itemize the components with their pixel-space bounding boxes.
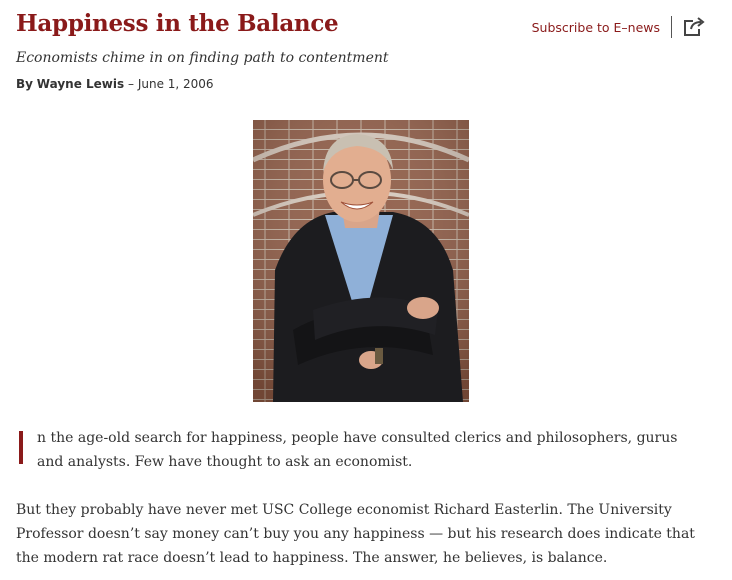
article-paragraph-2: But they probably have never met USC College economist Richard Easterlin. The University Professor doesn’t say money can’t buy you any happiness — but his research does indicate that the modern rat race doesn’t lead to happiness. The answer, he believes, is balance.	[16, 502, 695, 566]
byline-prefix: By	[16, 77, 33, 91]
share-button[interactable]	[683, 17, 705, 37]
header-divider	[671, 16, 672, 38]
article-paragraph-1: n the age-old search for happiness, people have consulted clerics and philosophers, gurus and analysts. Few have thought to ask an economist.	[37, 430, 678, 470]
byline	[16, 77, 214, 91]
subscribe-enews-link[interactable]: Subscribe to E–news	[531, 20, 660, 35]
article-title: Happiness in the Balance	[16, 10, 339, 37]
author-name: Wayne Lewis	[36, 77, 125, 91]
article-photo	[253, 120, 469, 402]
portrait-image	[253, 120, 469, 402]
publish-date: June 1, 2006	[137, 77, 214, 91]
drop-cap-bar	[19, 431, 23, 464]
date-separator: –	[127, 77, 134, 91]
share-icon	[683, 17, 705, 37]
article-subtitle: Economists chime in on finding path to contentment	[16, 50, 389, 66]
